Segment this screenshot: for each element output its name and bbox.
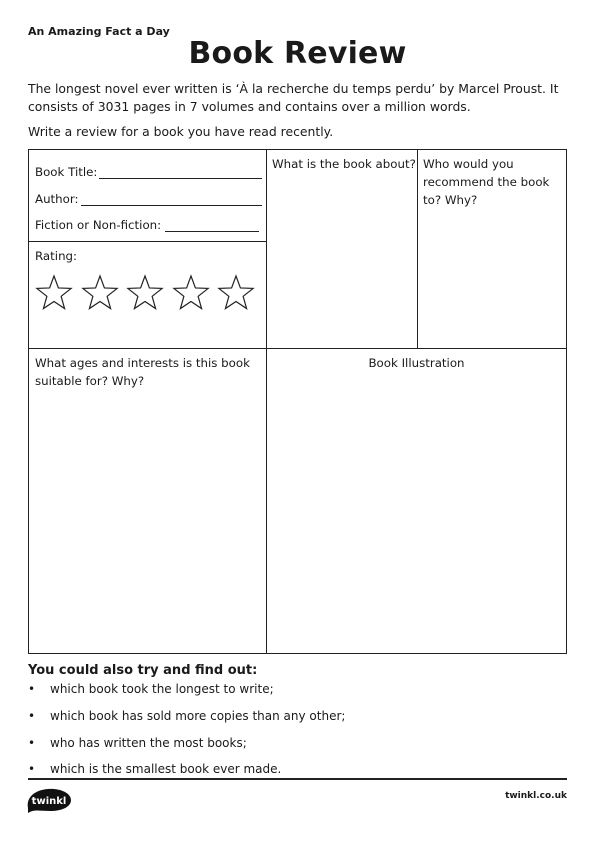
star-icon[interactable] [81,274,119,312]
twinkl-logo [24,784,74,814]
bullet-icon: • [28,682,36,696]
rating-label: Rating: [35,249,78,263]
star-icon[interactable] [217,274,255,312]
star-icon[interactable] [172,274,210,312]
also-title: You could also try and find out: [28,663,258,678]
fiction-label: Fiction or Non-fiction: [35,218,162,232]
bullet-icon: • [28,736,36,750]
ages-label: What ages and interests is this book suitable for? Why? [35,356,250,388]
fiction-field[interactable] [165,231,259,232]
site-url[interactable]: twinkl.co.uk [505,791,567,801]
right-column-divider [417,150,418,349]
instruction-text: Write a review for a book you have read recently. [28,124,334,139]
header-label: An Amazing Fact a Day [28,25,170,38]
twinkl-logo-icon [24,784,74,814]
page-title: Book Review [188,36,407,71]
book-title-field[interactable] [99,178,262,179]
about-label: What is the book about? [272,157,416,171]
star-icon[interactable] [35,274,73,312]
star-icon[interactable] [126,274,164,312]
bullet-icon: • [28,709,36,723]
footer-rule [28,778,567,780]
illustration-label: Book Illustration [368,356,465,370]
book-title-label: Book Title: [35,165,98,179]
author-label: Author: [35,192,79,206]
recommend-label: Who would you recommend the book to? Why? [423,157,550,207]
review-grid [28,149,567,654]
intro-paragraph: The longest novel ever written is ‘À la recherche du temps perdu’ by Marcel Proust. It consists of 3031 pages in 7 volumes and contains over a million words. [28,81,559,114]
details-rating-divider [29,241,266,242]
middle-row-divider [29,348,566,349]
left-column-divider [266,150,267,653]
author-field[interactable] [81,205,262,206]
logo-text: twinkl [31,796,67,807]
bullet-icon: • [28,762,36,776]
